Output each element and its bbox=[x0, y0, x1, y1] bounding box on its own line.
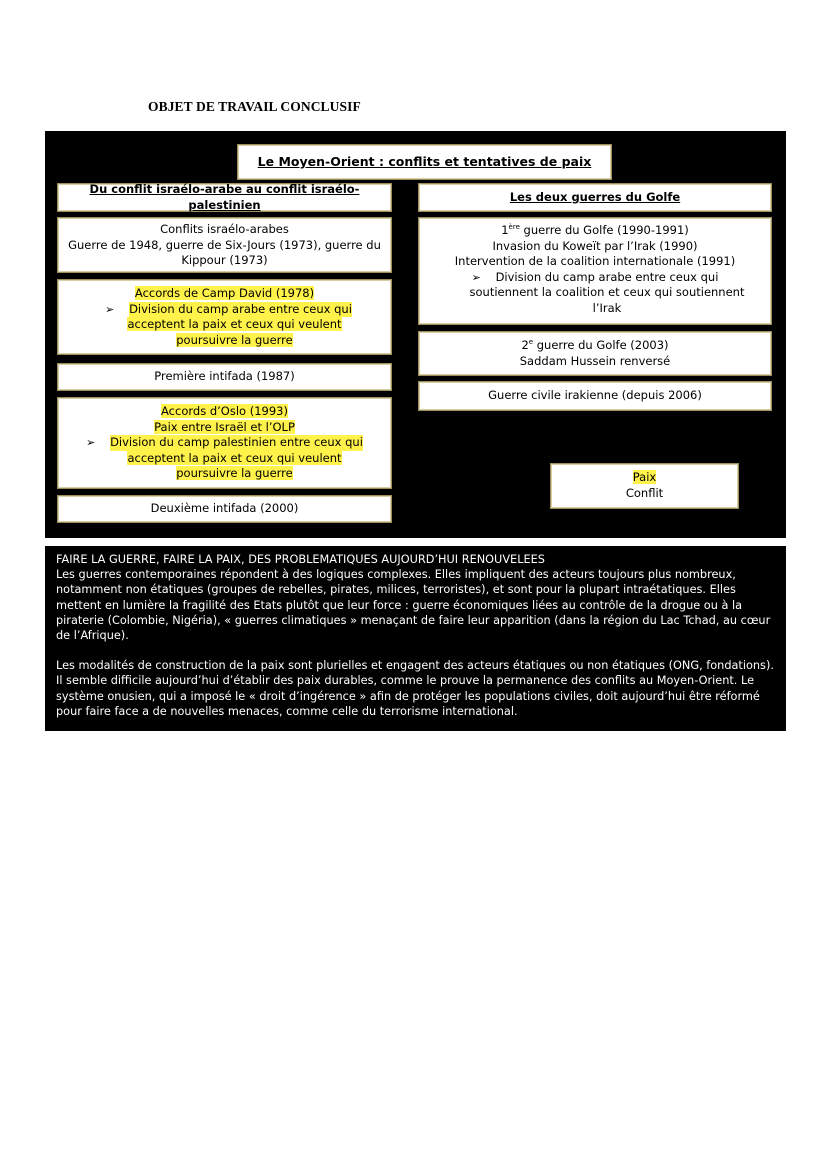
box-line: Division du camp arabe entre ceux qui bbox=[495, 269, 719, 284]
first-intifada-box: Première intifada (1987) bbox=[57, 363, 392, 391]
page-title: OBJET DE TRAVAIL CONCLUSIF bbox=[148, 99, 361, 114]
highlighted-text: Paix entre Israël et l’OLP bbox=[154, 419, 295, 434]
highlighted-text: acceptent la paix et ceux qui veulent bbox=[127, 317, 342, 331]
right-column-title: Les deux guerres du Golfe bbox=[418, 183, 772, 212]
arrow-bullet-icon: ➢ bbox=[86, 436, 96, 449]
arrow-bullet-icon: ➢ bbox=[105, 302, 115, 316]
left-column-title: Du conflit israélo-arabe au conflit israélo-palestinien bbox=[57, 183, 392, 212]
highlighted-text: Accords de Camp David (1978) bbox=[134, 286, 315, 300]
box-line: 2e guerre du Golfe (2003) bbox=[521, 338, 669, 352]
oslo-accords-box bbox=[57, 397, 392, 489]
legend-box bbox=[550, 463, 739, 509]
highlighted-text: acceptent la paix et ceux qui veulent bbox=[127, 450, 342, 465]
section-heading: FAIRE LA GUERRE, FAIRE LA PAIX, DES PROBLEMATIQUES AUJOURD’HUI RENOUVELEES bbox=[56, 553, 545, 566]
legend-conflict: Conflit bbox=[625, 485, 664, 500]
israeli-arab-conflicts-box bbox=[57, 217, 392, 273]
highlighted-text: Division du camp palestinien entre ceux qui bbox=[110, 435, 363, 449]
box-line: Conflits israélo-arabes bbox=[160, 222, 289, 236]
highlighted-text: Division du camp arabe entre ceux qui bbox=[129, 301, 352, 316]
conclusion-text-block bbox=[45, 546, 786, 731]
paragraph-line: de l’Afrique). bbox=[56, 629, 129, 643]
box-line: l’Irak bbox=[592, 300, 622, 315]
box-line: soutiennent la coalition et ceux qui soutiennent bbox=[469, 285, 745, 299]
paragraph-line: pour faire face a de nouvelles menaces, comme celle du terrorisme international. bbox=[56, 704, 518, 718]
box-line: Intervention de la coalition internationale (1991) bbox=[454, 254, 736, 268]
paragraph-line: piraterie (Colombie, Nigéria), « guerres climatiques » menaçant de faire leur apparition (dans la région du Lac Tchad, au cœur bbox=[56, 613, 771, 627]
conflict-diagram bbox=[45, 131, 786, 538]
box-line: 1ère guerre du Golfe (1990-1991) bbox=[501, 223, 689, 237]
paragraph-line: Il semble difficile aujourd’hui d’établir des paix durables, comme le prouve la permanence des conflits au Moyen-Orient. Le bbox=[56, 674, 755, 688]
highlighted-text: Accords d’Oslo (1993) bbox=[161, 404, 288, 418]
paragraph-line: Les modalités de construction de la paix sont plurielles et engagent des acteurs étatiques ou non étatiques (ONG, fondations). bbox=[56, 659, 774, 673]
second-gulf-war-box bbox=[418, 331, 772, 376]
iraqi-civil-war-box: Guerre civile irakienne (depuis 2006) bbox=[418, 381, 772, 411]
second-intifada-box: Deuxième intifada (2000) bbox=[57, 495, 392, 523]
paragraph-line: système onusien, qui a imposé le « droit d’ingérence » afin de protéger les populations civiles, doit aujourd’hui être réformé bbox=[56, 689, 760, 703]
box-line: Kippour (1973) bbox=[181, 253, 268, 267]
legend-peace: Paix bbox=[632, 470, 657, 484]
paragraph-line: mettent en lumière la fragilité des Etats plutôt que leur force : guerre économiques liées au contrôle de la drogue ou à la bbox=[56, 598, 743, 612]
camp-david-box bbox=[57, 279, 392, 355]
box-line: Saddam Hussein renversé bbox=[519, 353, 671, 368]
first-gulf-war-box bbox=[418, 217, 772, 325]
paragraph-line: notamment non étatiques (groupes de rebelles, pirates, milices, terroristes), et sont pour la plupart intraétatiques. Elles bbox=[56, 583, 736, 597]
arrow-bullet-icon: ➢ bbox=[471, 270, 481, 284]
highlighted-text: poursuivre la guerre bbox=[176, 466, 293, 480]
paragraph-line: Les guerres contemporaines répondent à des logiques complexes. Elles impliquent des acteurs toujours plus nombreux, bbox=[56, 568, 736, 582]
box-line: Guerre de 1948, guerre de Six-Jours (1973), guerre du bbox=[68, 237, 381, 252]
diagram-title: Le Moyen-Orient : conflits et tentatives de paix bbox=[237, 144, 612, 180]
highlighted-text: poursuivre la guerre bbox=[176, 332, 293, 347]
box-line: Invasion du Koweït par l’Irak (1990) bbox=[492, 238, 698, 253]
